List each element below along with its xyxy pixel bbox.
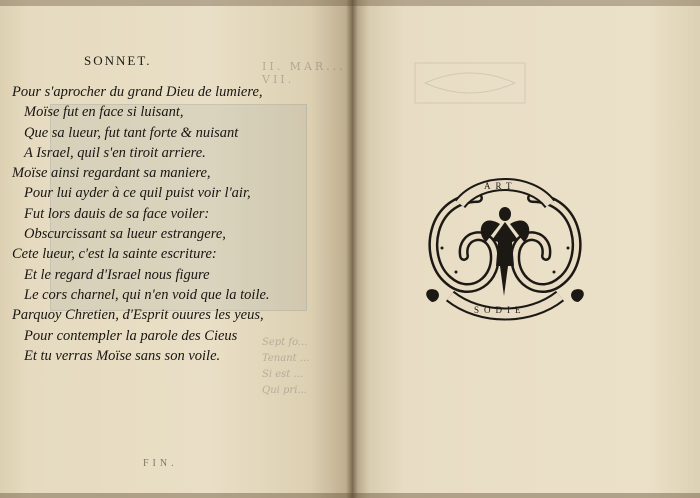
sonnet-line: Parquoy Chretien, d'Esprit ouures les yeus, xyxy=(12,307,264,324)
bleed-through-line: Tenant ... xyxy=(262,353,310,364)
sonnet-line: Cete lueur, c'est la sainte escriture: xyxy=(12,246,217,263)
printers-device-emblem xyxy=(420,168,590,328)
sonnet-title: SONNET. xyxy=(84,53,152,68)
sonnet-line: Moïse ainsi regardant sa maniere, xyxy=(12,165,211,182)
bleed-through-text xyxy=(262,335,350,399)
sonnet-text xyxy=(12,82,270,366)
bleed-through-ornament xyxy=(410,58,530,108)
sonnet-line: Moïse fut en face si luisant, xyxy=(24,104,184,121)
sonnet-line: Et tu verras Moïse sans son voile. xyxy=(24,347,221,364)
bleed-through-line: Qui pri... xyxy=(262,385,307,396)
sonnet-line: A Israel, quil s'en tiroit arriere. xyxy=(24,144,206,161)
sonnet-line: Et le regard d'Israel nous figure xyxy=(24,266,210,283)
device-motto-top: ART xyxy=(484,181,517,191)
fin-mark: FIN. xyxy=(143,458,178,469)
sonnet-line: Pour contempler la parole des Cieus xyxy=(24,327,238,344)
sonnet-line: Obscurcissant sa lueur estrangere, xyxy=(24,226,226,243)
bleed-through-header: II. MAR... VII. xyxy=(262,60,346,86)
sonnet-line: Pour s'aprocher du grand Dieu de lumiere, xyxy=(12,84,263,100)
device-motto-bottom: SODIE xyxy=(474,305,526,315)
sonnet-line: Que sa lueur, fut tant forte & nuisant xyxy=(24,124,239,141)
sonnet-line: Fut lors dauis de sa face voiler: xyxy=(24,205,210,222)
page-edge-bottom xyxy=(0,493,700,498)
bleed-through-line: Sept fo... xyxy=(262,337,308,348)
page-edge-top xyxy=(0,0,700,6)
book-gutter xyxy=(346,0,358,498)
sonnet-line: Le cors charnel, qui n'en void que la toile. xyxy=(24,286,270,303)
sonnet-line: Pour lui ayder à ce quil puist voir l'air, xyxy=(24,185,251,202)
bleed-through-line: Si est ... xyxy=(262,369,304,380)
